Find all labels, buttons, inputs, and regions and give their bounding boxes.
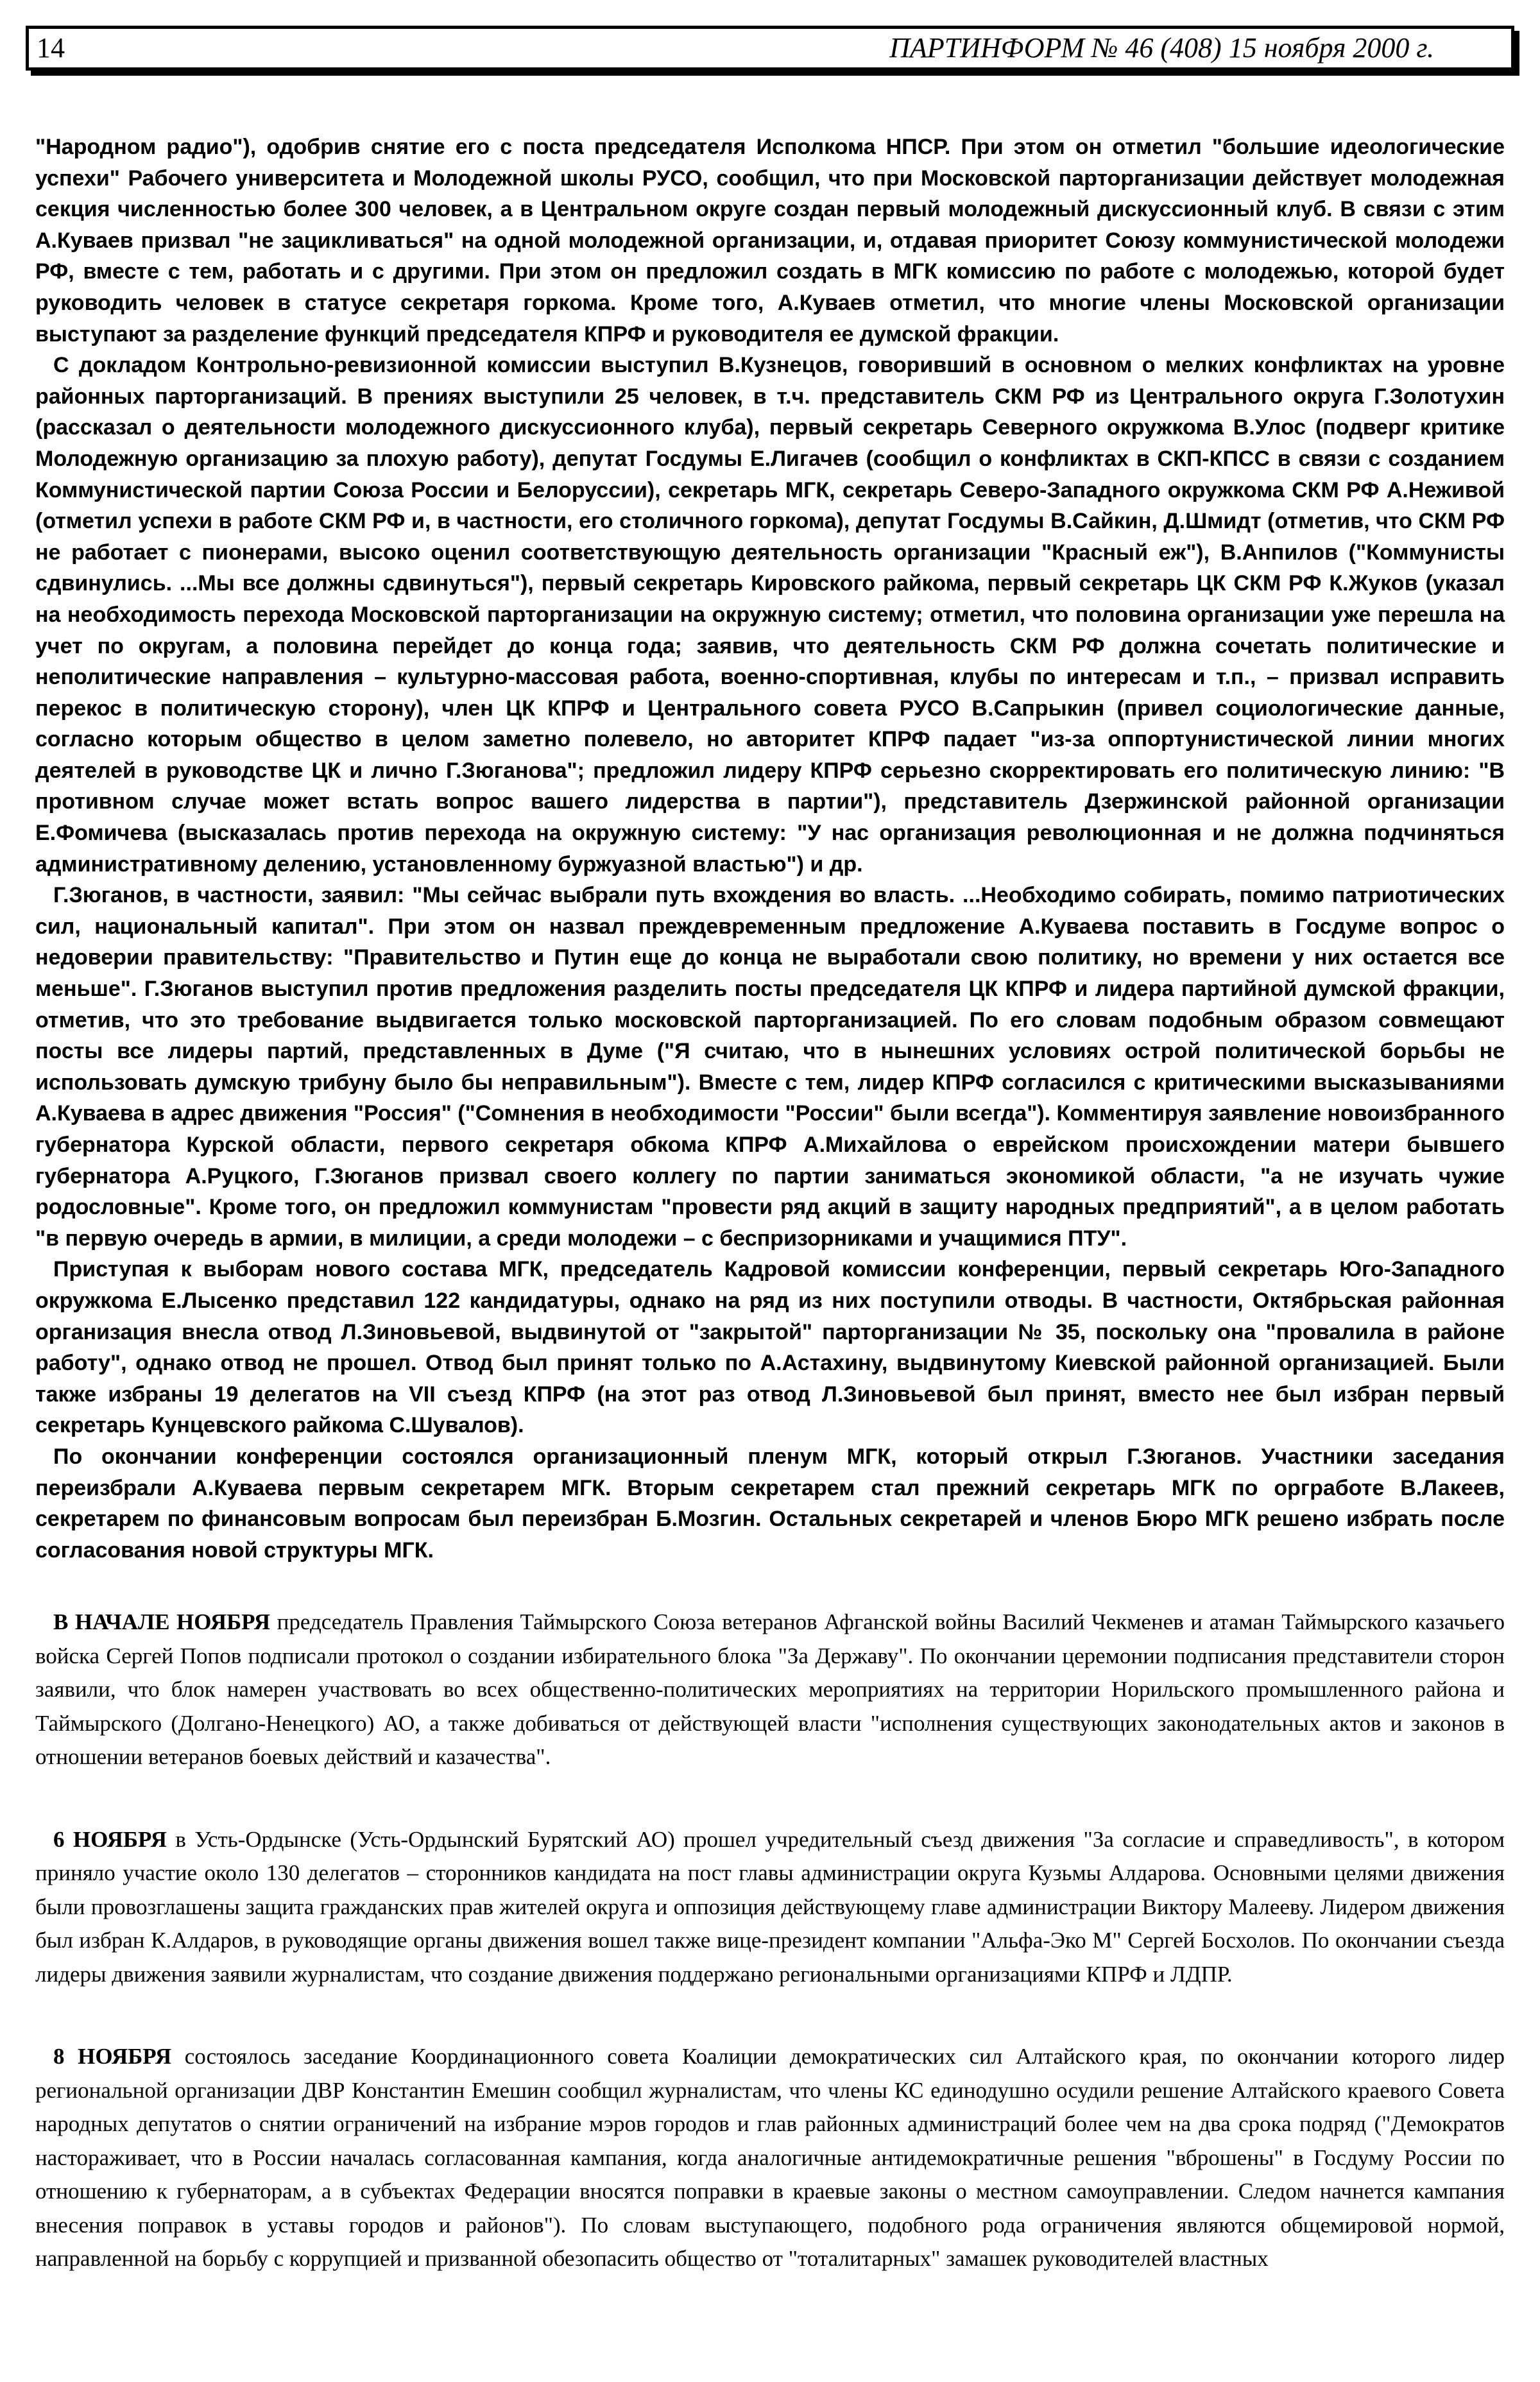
page-header <box>26 26 1514 71</box>
news-item <box>35 1823 1505 1992</box>
news-text: в Усть-Ордынске (Усть-Ордынский Бурятский АО) прошел учредительный съезд движения "За согласие и справедливость", в котором приняло участие около 130 делегатов – сторонников кандидата на пост главы администрации округа Кузьмы Алдарова. Основными целями движения были провозглашены защита гражданских прав жителей округа и оппозиция действующему главе администрации Виктору Малееву. Лидером движения был избран К.Алдаров, в руководящие органы движения вошел также вице-президент компании "Альфа-Эко М" Сергей Босхолов. По окончании съезда лидеры движения заявили журналистам, что создание движения поддержано региональными организациями КПРФ и ЛДПР. <box>35 1826 1505 1987</box>
news-date: В НАЧАЛЕ НОЯБРЯ <box>53 1609 271 1635</box>
news-item <box>35 2040 1505 2276</box>
article-paragraph: С докладом Контрольно-ревизионной комиссии выступил В.Кузнецов, говоривший в основном о мелких конфликтах на уровне районных парторганизаций. В прениях выступили 25 человек, в т.ч. представитель СКМ РФ из Центрального округа Г.Золотухин (рассказал о деятельности молодежного дискуссионного клуба), первый секретарь Северного окружкома В.Улос (подверг критике Молодежную организацию за плохую работу), депутат Госдумы Е.Лигачев (сообщил о конфликтах в СКП-КПСС в связи с созданием Коммунистической партии Союза России и Белоруссии), секретарь МГК, секретарь Северо-Западного окружкома СКМ РФ А.Неживой (отметил успехи в работе СКМ РФ и, в частности, его столичного горкома), депутат Госдумы В.Сайкин, Д.Шмидт (отметив, что СКМ РФ не работает с пионерами, высоко оценил соответствующую деятельность организации "Красный еж"), В.Анпилов ("Коммунисты сдвинулись. ...Мы все должны сдвинуться"), первый секретарь Кировского райкома, первый секретарь ЦК СКМ РФ К.Жуков (указал на необходимость перехода Московской парторганизации на окружную систему; отметил, что половина организации уже перешла на учет по округам, а половина перейдет до конца года; заявив, что деятельность СКМ РФ должна сочетать политические и неполитические направления – культурно-массовая работа, военно-спортивная, клубы по интересам и т.п., – призвал исправить перекос в политическую сторону), член ЦК КПРФ и Центрального совета РУСО В.Сапрыкин (привел социологические данные, согласно которым общество в целом заметно полевело, но авторитет КПРФ падает "из-за оппортунистической линии многих деятелей в руководстве ЦК и лично Г.Зюганова"; предложил лидеру КПРФ серьезно скорректировать его политическую линию: "В противном случае может встать вопрос вашего лидерства в партии"), представитель Дзержинской районной организации Е.Фомичева (высказалась против перехода на окружную систему: "У нас организация революционная и не должна подчиняться административному делению, установленному буржуазной властью") и др. <box>35 353 1505 877</box>
news-text: председатель Правления Таймырского Союза ветеранов Афганской войны Василий Чекменев и атаман Таймырского казачьего войска Сергей Попов подписали протокол о создании избирательного блока "За Державу". По окончании церемонии подписания представители сторон заявили, что блок намерен участвовать во всех общественно-политических мероприятиях на территории Норильского промышленного района и Таймырского (Долгано-Ненецкого) АО, а также добиваться от действующей власти "исполнения существующих законодательных актов и законов в отношении ветеранов боевых действий и казачества". <box>35 1609 1505 1770</box>
news-section <box>35 1606 1505 2276</box>
news-text: состоялось заседание Координационного совета Коалиции демократических сил Алтайского края, по окончании которого лидер региональной организации ДВР Константин Емешин сообщил журналистам, что члены КС единодушно осудили решение Алтайского краевого Совета народных депутатов о снятии ограничений на избрание мэров городов и глав районных администраций более чем на два срока подряд ("Демократов настораживает, что в России началась согласованная кампания, когда аналогичные антидемократичные решения "вброшены" в Госдуму России по отношению к губернаторам, а в субъектах Федерации вносятся поправки в краевые законы о местном самоуправлении. Следом начнется кампания внесения поправок в уставы городов и районов"). По словам выступающего, подобного рода ограничения являются общемировой нормой, направленной на борьбу с коррупцией и призванной обезопасить общество от "тоталитарных" замашек руководителей властных <box>35 2044 1505 2272</box>
page-body <box>35 132 1505 2325</box>
page-number: 14 <box>37 32 65 64</box>
article <box>35 132 1505 1566</box>
news-date: 6 НОЯБРЯ <box>53 1826 167 1852</box>
article-paragraph: По окончании конференции состоялся организационный пленум МГК, который открыл Г.Зюганов. Участники заседания переизбрали А.Куваева первым секретарем МГК. Вторым секретарем стал прежний секретарь МГК по оргработе В.Лакеев, секретарем по финансовым вопросам был переизбран Б.Мозгин. Остальных секретарей и членов Бюро МГК решено избрать после согласования новой структуры МГК. <box>35 1444 1505 1563</box>
news-item <box>35 1606 1505 1774</box>
article-paragraph: "Народном радио"), одобрив снятие его с поста председателя Исполкома НПСР. При этом он отметил "большие идеологические успехи" Рабочего университета и Молодежной школы РУСО, сообщил, что при Московской парторганизации действует молодежная секция численностью более 300 человек, а в Центральном округе создан первый молодежный дискуссионный клуб. В связи с этим А.Куваев призвал "не зацикливаться" на одной молодежной организации, и, отдавая приоритет Союзу коммунистической молодежи РФ, вместе с тем, работать и с другими. При этом он предложил создать в МГК комиссию по работе с молодежью, которой будет руководить человек в статусе секретаря горкома. Кроме того, А.Куваев отметил, что многие члены Московской организации выступают за разделение функций председателя КПРФ и руководителя ее думской фракции. <box>35 135 1505 347</box>
article-paragraph: Г.Зюганов, в частности, заявил: "Мы сейчас выбрали путь вхождения во власть. ...Необходимо собирать, помимо патриотических сил, национальный капитал". При этом он назвал преждевременным предложение А.Куваева поставить в Госдуме вопрос о недоверии правительству: "Правительство и Путин еще до конца не выработали свою политику, но времени у них остается все меньше". Г.Зюганов выступил против предложения разделить посты председателя ЦК КПРФ и лидера партийной думской фракции, отметив, что это требование выдвигается только московской парторганизацией. По его словам подобным образом совмещают посты все лидеры партий, представленных в Думе ("Я считаю, что в нынешних условиях острой политической борьбы не использовать думскую трибуну было бы неправильным"). Вместе с тем, лидер КПРФ согласился с критическими высказываниями А.Куваева в адрес движения "Россия" ("Сомнения в необходимости "России" были всегда"). Комментируя заявление новоизбранного губернатора Курской области, первого секретаря обкома КПРФ А.Михайлова о еврейском происхождении матери бывшего губернатора А.Руцкого, Г.Зюганов призвал своего коллегу по партии заниматься экономикой области, "а не изучать чужие родословные". Кроме того, он предложил коммунистам "провести ряд акций в защиту народных предприятий", а в целом работать "в первую очередь в армии, в милиции, а среди молодежи – с беспризорниками и учащимися ПТУ". <box>35 883 1505 1251</box>
news-date: 8 НОЯБРЯ <box>53 2044 172 2069</box>
article-paragraph: Приступая к выборам нового состава МГК, председатель Кадровой комиссии конференции, первый секретарь Юго-Западного окружкома Е.Лысенко представил 122 кандидатуры, однако на ряд из них поступили отводы. В частности, Октябрьская районная организация внесла отвод Л.Зиновьевой, выдвинутой от "закрытой" парторганизации № 35, поскольку она "провалила в районе работу", однако отвод не прошел. Отвод был принят только по А.Астахину, выдвинутому Киевской районной организацией. Были также избраны 19 делегатов на VII съезд КПРФ (на этот раз отвод Л.Зиновьевой был принят, вместо нее был избран первый секретарь Кунцевского райкома С.Шувалов). <box>35 1257 1505 1438</box>
issue-title: ПАРТИНФОРМ № 46 (408) 15 ноября 2000 г. <box>889 32 1434 64</box>
